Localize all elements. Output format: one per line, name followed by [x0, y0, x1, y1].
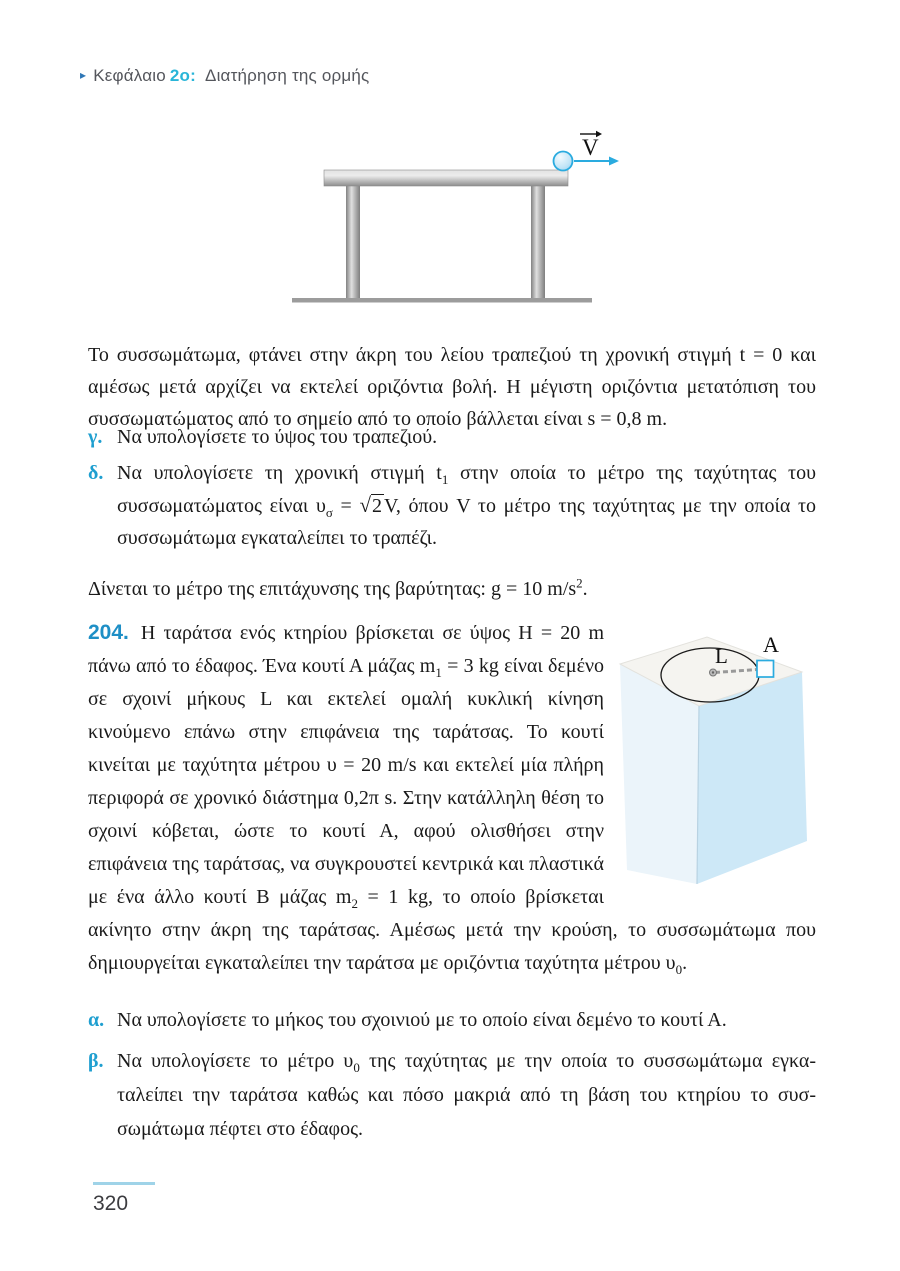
page-number: 320 [93, 1192, 129, 1215]
subscript: 1 [435, 665, 442, 680]
velocity-arrowhead-icon [609, 157, 619, 166]
chapter-label: Κεφάλαιο [93, 66, 166, 85]
item-delta-label: δ. [88, 462, 104, 484]
building-figure [604, 616, 816, 911]
ball [554, 152, 573, 171]
text-segment: . [582, 578, 588, 600]
superscript: 2 [576, 575, 583, 591]
item-alpha-label: α. [88, 1009, 105, 1031]
subscript: 2 [351, 896, 358, 911]
text-segment: = [332, 495, 360, 517]
square-root [359, 495, 384, 517]
text-segment: Να υπολογίσετε το μέτρο υ [117, 1050, 354, 1072]
tabletop [324, 170, 568, 186]
chapter-number: 2ο: [169, 66, 197, 85]
subscript: 0 [675, 962, 683, 977]
item-gamma-text: Να υπολογίσετε το ύψος του τραπεζιού. [117, 426, 438, 448]
item-gamma [88, 421, 816, 453]
rope-anchor-center [712, 671, 714, 673]
text-segment: . [682, 952, 688, 974]
item-delta-text [117, 457, 816, 554]
problem-number: 204. [88, 621, 129, 644]
item-gamma-label: γ. [88, 426, 103, 448]
chapter-title: Διατήρηση της ορμής [205, 66, 370, 85]
table-figure [292, 126, 622, 308]
intro-paragraph: Το συσσωμάτωμα, φτάνει στην άκρη του λείου τραπεζιού τη χρονική στιγμή t = 0 και αμέσως μετά αρχίζει να εκτελεί οριζόντια βολή. Η μέγιστη οριζόντια μετατόπιση του συσσωματώματος από το σημείο από το οποίο βάλλεται είναι s = 0,8 m. [88, 344, 816, 430]
table-leg-right [531, 186, 545, 298]
rope-length-label: L [715, 644, 728, 668]
ground-line [292, 298, 592, 303]
item-beta-label: β. [88, 1050, 104, 1072]
item-delta [88, 457, 816, 554]
subscript: 1 [441, 472, 449, 487]
given-line [88, 573, 816, 605]
radicand: 2 [372, 495, 383, 517]
text-segment: Η ταράτσα ενός κτηρίου βρίσκεται σε ύψος H = 20 m πάνω από το έδαφος. Ένα κουτί Α μάζας m [88, 622, 604, 677]
text-segment: = 1 kg, το οποίο βρίσκεται ακίνητο στην άκρη της ταράτσας. Αμέσως μετά την κρούση, το συσσωμάτωμα που δημιουργείται εγκαταλείπει την ταράτσα με οριζόντια ταχύτητα μέτρου υ [88, 886, 816, 974]
box-A [757, 661, 774, 678]
radical-sign: √ [359, 493, 372, 517]
item-alpha-text: Να υπολογίσετε το μήκος του σχοινιού με το οποίο είναι δεμένο το κουτί Α. [117, 1009, 727, 1031]
chapter-header [80, 66, 369, 86]
text-segment: Να υπολογίσετε τη χρονική στιγμή t [117, 462, 442, 484]
text-segment: = 3 kg είναι δεμένο σε σχοινί μήκους L και εκτελεί ομαλή κυκλική κίνηση κινούμενο επάνω στην επιφάνεια της ταράτσας. Το κουτί κινείται με ταχύτητα μέτρου υ = 20 m/s και εκτελεί μία πλήρη περιφορά σε χρονικό διάστημα 0,2π s. Στην κατάλληλη θέση το σχοινί κόβεται, ώστε το κουτί Α, αφού ολισθήσει στην επιφάνεια της ταράτσας, να συγκρουστεί κεντρικά και πλαστικά με ένα άλλο κουτί Β μάζας m [88, 655, 605, 908]
velocity-label: V [582, 135, 599, 160]
subscript: 0 [353, 1060, 360, 1075]
item-beta-text [117, 1044, 816, 1146]
table-leg-left [346, 186, 360, 298]
text-segment: V, όπου V το μέτρο της ταχύτητας με την οποία το συσσωμάτωμα εγκαταλείπει το τραπέζι. [117, 495, 816, 549]
item-beta [88, 1044, 816, 1146]
triangle-bullet-icon: ▸ [80, 68, 87, 82]
text-segment: στην οποία το μέτρο της ταχύτητας του συσσωματώματος είναι υ [117, 462, 816, 517]
text-segment: Δίνεται το μέτρο της επιτάχυνσης της βαρύτητας: g = 10 m/s [88, 578, 577, 600]
page-number-rule [93, 1182, 155, 1185]
item-alpha [88, 1004, 816, 1036]
building-right-face [697, 672, 807, 884]
subscript: σ [325, 505, 333, 520]
box-A-label: A [763, 632, 779, 657]
problem-204 [88, 616, 816, 980]
text-segment: της ταχύτητας με την οποία το συσσωμάτωμα εγκαταλείπει την ταράτσα καθώς και πόσο μακριά από τη βάση του κτηρίου το συσσωμάτωμα πέφτει στο έδαφος. [117, 1050, 817, 1140]
